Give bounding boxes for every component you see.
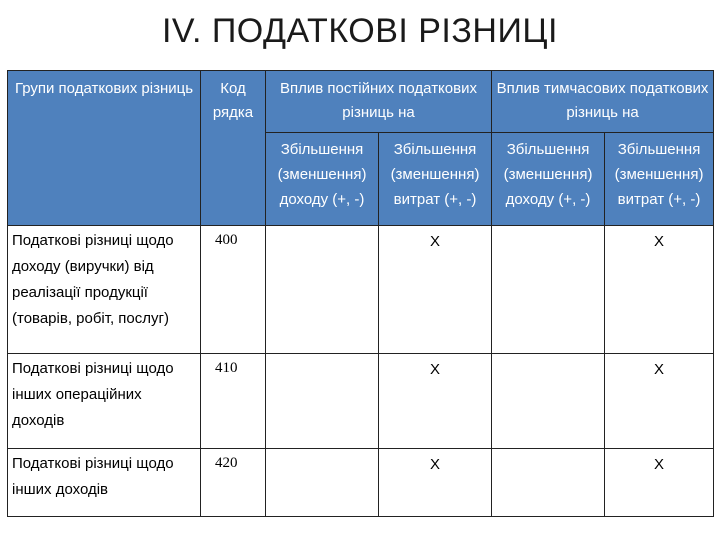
cell-empty [492, 226, 605, 354]
row-code: 410 [201, 354, 266, 449]
header-perm-expense: Збільшення (зменшення) витрат (+, -) [379, 133, 492, 226]
cell-x: Х [605, 449, 714, 517]
cell-empty [492, 354, 605, 449]
header-permanent: Вплив постійних податкових різниць на [266, 71, 492, 133]
cell-x: Х [605, 354, 714, 449]
row-label: Податкові різниці щодо інших доходів [8, 449, 201, 517]
header-temp-income: Збільшення (зменшення) доходу (+, -) [492, 133, 605, 226]
cell-empty [266, 354, 379, 449]
cell-empty [266, 449, 379, 517]
table-row [8, 354, 714, 449]
row-label: Податкові різниці щодо доходу (виручки) від реалізації продукції (товарів, робіт, послуг) [8, 226, 201, 354]
cell-x: Х [379, 226, 492, 354]
table-row [8, 449, 714, 517]
page-title: IV. ПОДАТКОВІ РІЗНИЦІ [161, 12, 559, 50]
header-code: Код рядка [201, 71, 266, 226]
header-temporary: Вплив тимчасових податкових різниць на [492, 71, 714, 133]
cell-empty [266, 226, 379, 354]
row-code: 420 [201, 449, 266, 517]
header-groups: Групи податкових різниць [8, 71, 201, 226]
cell-empty [492, 449, 605, 517]
tax-differences-table [7, 70, 714, 517]
header-temp-expense: Збільшення (зменшення) витрат (+, -) [605, 133, 714, 226]
cell-x: Х [379, 449, 492, 517]
row-code: 400 [201, 226, 266, 354]
cell-x: Х [605, 226, 714, 354]
table-row [8, 226, 714, 354]
cell-x: Х [379, 354, 492, 449]
header-perm-income: Збільшення (зменшення) доходу (+, -) [266, 133, 379, 226]
row-label: Податкові різниці щодо інших операційних доходів [8, 354, 201, 449]
